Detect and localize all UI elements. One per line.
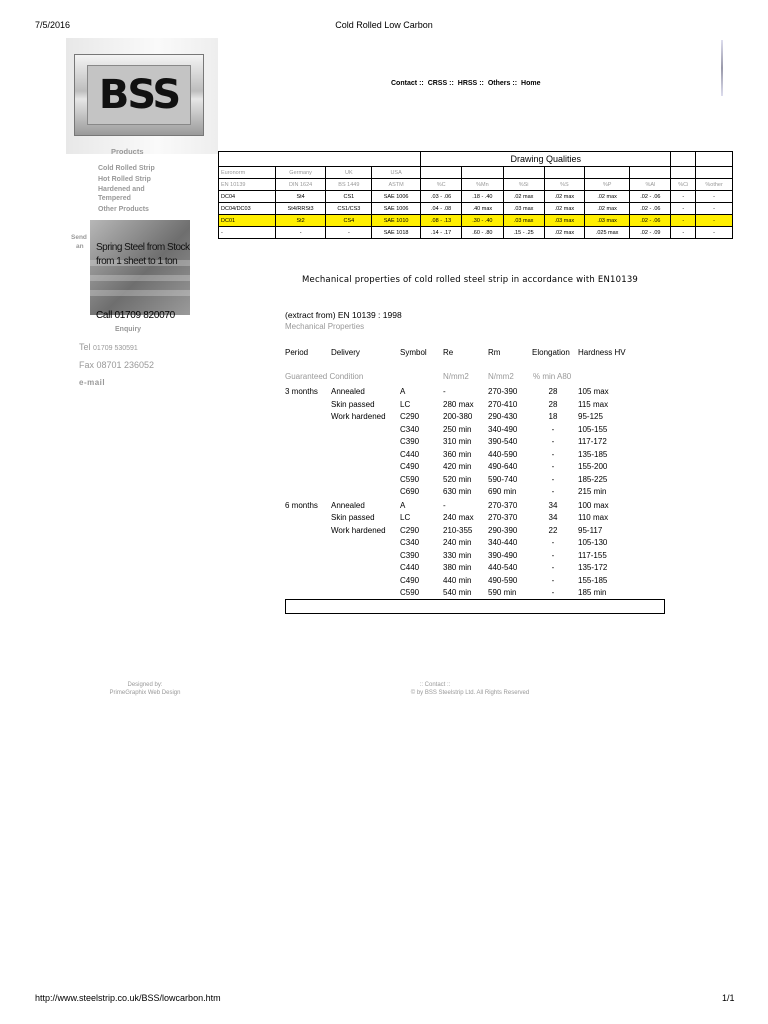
fax-line: Fax 08701 236052	[79, 360, 155, 370]
table-cell: CS4	[326, 215, 372, 227]
nav-hrss[interactable]: HRSS	[457, 80, 478, 87]
mech-cell-hardness: 105-155	[578, 424, 608, 434]
mech-cell-elongation: -	[551, 462, 555, 471]
mech-cell-symbol: C340	[400, 424, 420, 434]
mech-cell-symbol: C290	[400, 412, 420, 421]
header-cell: %Mn	[462, 179, 503, 191]
mech-cell-elongation: -	[551, 575, 555, 585]
mech-cell-symbol: C490	[400, 462, 420, 471]
header-cell: %Ci	[671, 179, 696, 191]
nav-contact[interactable]: Contact	[391, 80, 418, 87]
table-cell: .02 max	[503, 191, 544, 203]
mech-cell-re: 380 min	[443, 563, 472, 572]
mech-cell-re: 360 min	[443, 449, 472, 459]
table-cell: .03 max	[544, 215, 584, 227]
col-header-hardness: Hardness HV	[578, 348, 626, 357]
mech-cell-elongation: -	[551, 550, 555, 560]
col-header-period: Period	[285, 348, 309, 357]
mech-cell-re: 210-355	[443, 525, 473, 535]
header-cell	[671, 167, 696, 179]
table-cell: .18 - .40	[462, 191, 503, 203]
drawing-qualities-table	[218, 151, 733, 239]
header-cell: EN 10139	[219, 179, 276, 191]
mech-cell-period: 6 months	[285, 500, 318, 510]
table-cell: .02 max	[544, 227, 584, 239]
mech-cell-elongation: 28	[548, 399, 558, 409]
mech-cell-re: 420 min	[443, 462, 472, 471]
col-header-elongation: Elongation	[532, 348, 570, 357]
mech-cell-symbol: LC	[400, 513, 411, 522]
table-cell: .025 max	[585, 227, 630, 239]
header-cell	[544, 167, 584, 179]
mech-cell-rm: 390-490	[488, 550, 518, 560]
nav-others[interactable]: Others	[487, 80, 511, 87]
unit-rm: N/mm2	[488, 372, 514, 381]
mech-cell-elongation: -	[551, 538, 555, 547]
mech-cell-delivery: Work hardened	[331, 412, 386, 421]
mech-cell-elongation: -	[551, 424, 555, 434]
table-cell: .14 - .17	[421, 227, 462, 239]
mech-cell-symbol: LC	[400, 399, 411, 409]
sidebar-item-hardened[interactable]: Hardened and	[98, 186, 145, 193]
promo-banner[interactable]	[90, 220, 190, 315]
print-page: 1/1	[722, 993, 735, 1003]
header-cell: ASTM	[372, 179, 421, 191]
mech-cell-rm: 290-430	[488, 412, 518, 421]
mech-cell-hardness: 117-155	[578, 550, 607, 560]
table-cell: .08 - .13	[421, 215, 462, 227]
mech-cell-re: 330 min	[443, 550, 472, 560]
table-title: Drawing Qualities	[421, 152, 671, 167]
an-label: an	[76, 243, 84, 250]
table-row	[219, 191, 733, 203]
table-cell: .03 max	[503, 203, 544, 215]
mech-cell-delivery: Annealed	[331, 387, 365, 396]
mech-extract: (extract from) EN 10139 : 1998	[285, 310, 402, 320]
footer-contact[interactable]: :: Contact ::	[419, 682, 451, 688]
header-cell	[585, 167, 630, 179]
mech-cell-re: 240 max	[443, 513, 474, 522]
col-header-delivery: Delivery	[331, 348, 360, 357]
table-cell: .03 - .06	[421, 191, 462, 203]
mech-cell-rm: 590 min	[488, 588, 517, 597]
table-cell: .02 - .06	[630, 191, 671, 203]
top-nav	[390, 80, 541, 87]
mech-cell-elongation: -	[551, 449, 555, 459]
col-header-re: Re	[443, 348, 454, 357]
mech-cell-re: -	[443, 500, 446, 510]
mech-cell-elongation: -	[551, 487, 555, 496]
designer-link[interactable]: PrimeGraphix Web Design	[109, 690, 181, 696]
mech-cell-symbol: C590	[400, 588, 420, 597]
header-cell	[696, 167, 733, 179]
table-cell: DC04/DC03	[219, 203, 276, 215]
table-cell: .15 - .25	[503, 227, 544, 239]
mech-cell-symbol: C440	[400, 449, 420, 459]
table-cell: CS1/CS3	[326, 203, 372, 215]
table-cell	[696, 152, 733, 167]
table-row	[219, 203, 733, 215]
mech-cell-rm: 490-590	[488, 575, 518, 585]
unit-re: N/mm2	[443, 372, 469, 381]
table-cell: .02 max	[544, 203, 584, 215]
table-cell: .30 - .40	[462, 215, 503, 227]
mech-cell-rm: 270-370	[488, 513, 518, 522]
header-cell: %Al	[630, 179, 671, 191]
mech-cell-delivery: Skin passed	[331, 513, 375, 522]
promo-line-2: from 1 sheet to 1 ton	[96, 256, 178, 267]
header-cell	[421, 167, 462, 179]
tel-line	[79, 342, 138, 352]
nav-sep: ::	[419, 80, 424, 87]
table-cell: .02 max	[585, 203, 630, 215]
mech-cell-hardness: 115 max	[578, 399, 609, 409]
mech-cell-symbol: A	[400, 500, 406, 510]
mech-cell-hardness: 185 min	[578, 588, 607, 597]
mech-cell-elongation: -	[551, 474, 555, 484]
mech-cell-re: 280 max	[443, 399, 474, 409]
mech-cell-rm: 270-370	[488, 500, 518, 510]
mech-cell-delivery: Annealed	[331, 500, 365, 510]
header-cell: DIN 1624	[275, 179, 326, 191]
table-cell: -	[696, 227, 733, 239]
table-cell: DC04	[219, 191, 276, 203]
table-row	[219, 227, 733, 239]
mech-cell-hardness: 135-172	[578, 563, 608, 572]
tel-number: 01709 530591	[93, 345, 138, 352]
col-header-symbol: Symbol	[400, 348, 427, 357]
mech-cell-symbol: C690	[400, 487, 420, 496]
mech-cell-hardness: 105 max	[578, 387, 609, 396]
header-cell	[630, 167, 671, 179]
header-cell: %other	[696, 179, 733, 191]
promo-call: Call 01709 820070	[96, 310, 175, 321]
table-cell: .04 - .08	[421, 203, 462, 215]
email-link[interactable]: e-mail	[79, 378, 106, 387]
mech-cell-hardness: 110 max	[578, 513, 609, 522]
table-cell: .40 max	[462, 203, 503, 215]
mech-cell-elongation: 28	[548, 387, 558, 396]
mech-cell-re: -	[443, 387, 446, 396]
mech-cell-re: 200-380	[443, 412, 473, 421]
mech-cell-rm: 690 min	[488, 487, 517, 496]
tel-label: Tel	[79, 342, 91, 352]
table-cell: -	[696, 203, 733, 215]
mech-cell-symbol: C590	[400, 474, 420, 484]
sidebar-item-other[interactable]: Other Products	[98, 206, 149, 213]
mech-cell-re: 250 min	[443, 424, 472, 434]
nav-sep: ::	[512, 80, 518, 87]
mech-cell-symbol: A	[400, 387, 406, 396]
mech-cell-delivery: Work hardened	[331, 525, 386, 535]
table-cell	[219, 152, 421, 167]
mech-cell-rm: 390-540	[488, 437, 518, 446]
sidebar-item-hot-rolled[interactable]: Hot Rolled Strip	[98, 176, 151, 183]
mech-cell-delivery: Skin passed	[331, 399, 375, 409]
table-cell: .02 max	[544, 191, 584, 203]
bss-logo[interactable]	[66, 38, 218, 154]
header-cell: UK	[326, 167, 372, 179]
header-cell	[503, 167, 544, 179]
mech-cell-rm: 490-640	[488, 462, 518, 471]
scroll-indicator	[721, 40, 723, 96]
print-title: Cold Rolled Low Carbon	[335, 20, 433, 30]
mech-cell-elongation: 22	[548, 525, 558, 535]
products-heading: Products	[111, 147, 144, 156]
mech-cell-symbol: C390	[400, 437, 420, 446]
table-cell: -	[671, 191, 696, 203]
table-cell: .02 - .09	[630, 227, 671, 239]
table-cell	[671, 152, 696, 167]
table-cell: -	[696, 215, 733, 227]
mech-cell-hardness: 135-185	[578, 449, 608, 459]
table-header-row	[219, 167, 733, 179]
mech-cell-rm: 290-390	[488, 525, 518, 535]
header-cell: %C	[421, 179, 462, 191]
nav-crss[interactable]: CRSS	[427, 80, 448, 87]
table-cell: SAE 1010	[372, 215, 421, 227]
mech-cell-hardness: 155-200	[578, 462, 608, 471]
mech-cell-rm: 340-490	[488, 424, 518, 434]
mech-cell-elongation: -	[551, 563, 555, 572]
logo-text: BSS	[98, 72, 180, 118]
enquiry-link[interactable]: Enquiry	[115, 326, 142, 333]
print-date: 7/5/2016	[35, 20, 71, 30]
mech-cell-hardness: 155-185	[578, 575, 608, 585]
mech-title: Mechanical properties of cold rolled steel strip in accordance with EN10139	[302, 275, 639, 285]
header-cell	[462, 167, 503, 179]
table-cell: SAE 1006	[372, 191, 421, 203]
header-cell: %Si	[503, 179, 544, 191]
mech-cell-re: 440 min	[443, 575, 472, 585]
mech-cell-period: 3 months	[285, 387, 318, 396]
table-cell: -	[275, 227, 326, 239]
mech-cell-elongation: 18	[548, 412, 558, 421]
table-cell: SAE 1006	[372, 203, 421, 215]
mech-cell-symbol: C290	[400, 525, 420, 535]
mech-cell-elongation: 34	[548, 500, 558, 510]
table-cell: -	[326, 227, 372, 239]
table-cell: SAE 1018	[372, 227, 421, 239]
mech-cell-hardness: 117-172	[578, 437, 607, 446]
mech-cell-re: 520 min	[443, 474, 472, 484]
nav-sep: ::	[479, 80, 484, 87]
mech-cell-rm: 440-590	[488, 449, 518, 459]
table-cell: St2	[275, 215, 326, 227]
empty-box	[285, 599, 665, 614]
mech-cell-hardness: 95-125	[578, 412, 603, 421]
table-cell: .03 max	[503, 215, 544, 227]
mech-cell-rm: 440-540	[488, 563, 518, 572]
table-cell: St4/RRSt3	[275, 203, 326, 215]
table-row	[219, 215, 733, 227]
table-cell: -	[696, 191, 733, 203]
table-cell: CS1	[326, 191, 372, 203]
mech-cell-rm: 340-440	[488, 538, 518, 547]
mech-cell-re: 630 min	[443, 487, 472, 496]
mech-cell-rm: 270-410	[488, 399, 518, 409]
mech-cell-rm: 590-740	[488, 474, 518, 484]
send-label: Send	[71, 234, 87, 241]
mech-cell-re: 240 min	[443, 538, 472, 547]
unit-elongation: % min A80	[533, 372, 572, 381]
mech-cell-elongation: -	[551, 437, 555, 446]
guaranteed-condition: Guaranteed Condition	[285, 372, 364, 381]
mech-cell-rm: 270-390	[488, 387, 518, 396]
header-cell: USA	[372, 167, 421, 179]
col-header-rm: Rm	[488, 348, 501, 357]
header-cell: BS 1449	[326, 179, 372, 191]
mech-cell-symbol: C390	[400, 550, 420, 560]
mech-cell-hardness: 95-117	[578, 525, 603, 535]
nav-home[interactable]: Home	[521, 80, 541, 87]
table-cell: -	[219, 227, 276, 239]
mech-cell-hardness: 105-130	[578, 538, 608, 547]
table-cell: .60 - .80	[462, 227, 503, 239]
sidebar-item-tempered[interactable]: Tempered	[98, 195, 131, 202]
header-cell: Euronorm	[219, 167, 276, 179]
table-cell: DC01	[219, 215, 276, 227]
mech-cell-symbol: C340	[400, 538, 420, 547]
header-cell: %S	[544, 179, 584, 191]
mech-cell-hardness: 215 min	[578, 487, 607, 496]
mech-cell-symbol: C440	[400, 563, 420, 572]
table-cell: .02 - .06	[630, 203, 671, 215]
mech-subtitle: Mechanical Properties	[285, 322, 365, 331]
table-cell: St4	[275, 191, 326, 203]
header-cell: Germany	[275, 167, 326, 179]
nav-sep: ::	[449, 80, 454, 87]
mech-cell-re: 310 min	[443, 437, 472, 446]
header-cell: %P	[585, 179, 630, 191]
table-cell: .03 max	[585, 215, 630, 227]
print-url: http://www.steelstrip.co.uk/BSS/lowcarbon.htm	[35, 993, 221, 1003]
table-cell: -	[671, 203, 696, 215]
mech-cell-elongation: 34	[548, 513, 558, 522]
mech-cell-symbol: C490	[400, 575, 420, 585]
mech-cell-re: 540 min	[443, 588, 472, 597]
table-cell: -	[671, 215, 696, 227]
mech-cell-elongation: -	[551, 588, 555, 597]
table-cell: .02 - .06	[630, 215, 671, 227]
copyright: © by BSS Steelstrip Ltd. All Rights Reserved	[410, 690, 530, 696]
mech-cell-hardness: 100 max	[578, 500, 609, 510]
table-cell: -	[671, 227, 696, 239]
mech-cell-hardness: 185-225	[578, 474, 608, 484]
table-header-row	[219, 179, 733, 191]
sidebar-item-cold-rolled[interactable]: Cold Rolled Strip	[98, 165, 155, 172]
table-cell: .02 max	[585, 191, 630, 203]
promo-line-1: Spring Steel from Stock	[96, 242, 190, 253]
designed-by: Designed by:	[127, 682, 163, 688]
